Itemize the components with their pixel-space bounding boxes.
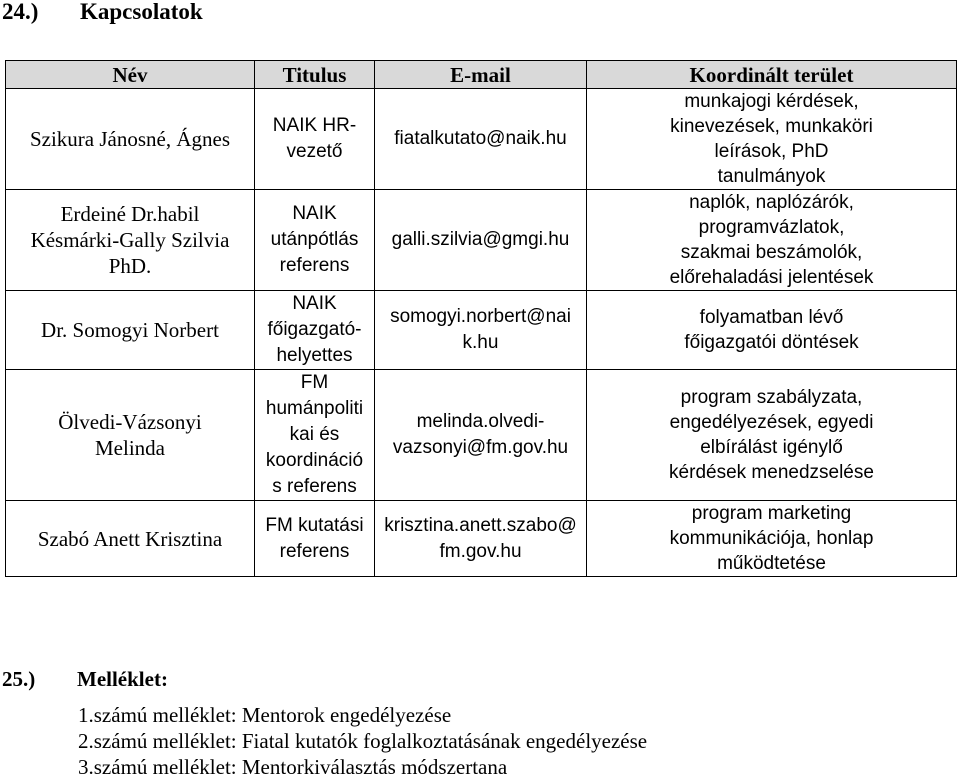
header-title: Titulus	[255, 61, 375, 89]
contact-title: NAIK HR- vezető	[255, 89, 375, 190]
contact-name: Erdeiné Dr.habil Késmárki-Gally Szilvia PhD.	[6, 190, 255, 291]
contact-name: Dr. Somogyi Norbert	[6, 291, 255, 370]
section-25-number: 25.)	[2, 667, 36, 691]
contact-email: krisztina.anett.szabo@ fm.gov.hu	[375, 501, 587, 577]
section-24-heading	[2, 0, 203, 25]
contact-area: naplók, naplózárók, programvázlatok, szakmai beszámolók, előrehaladási jelentések	[587, 190, 957, 291]
contact-title: NAIK főigazgató- helyettes	[255, 291, 375, 370]
attachment-item: 3.számú melléklet: Mentorkiválasztás módszertana	[78, 755, 508, 779]
contact-title: FM humánpoliti kai és koordináció s referens	[255, 370, 375, 501]
table-row	[6, 370, 957, 501]
attachment-list	[78, 702, 647, 780]
contact-area: folyamatban lévő főigazgatói döntések	[587, 291, 957, 370]
contact-name: Szabó Anett Krisztina	[6, 501, 255, 577]
contact-title: NAIK utánpótlás referens	[255, 190, 375, 291]
table-row	[6, 190, 957, 291]
contact-email: melinda.olvedi- vazsonyi@fm.gov.hu	[375, 370, 587, 501]
contact-title: FM kutatási referens	[255, 501, 375, 577]
contact-area: munkajogi kérdések, kinevezések, munkaköri leírások, PhD tanulmányok	[587, 89, 957, 190]
table-row	[6, 89, 957, 190]
contacts-table	[5, 60, 957, 577]
header-area: Koordinált terület	[587, 61, 957, 89]
contact-area: program szabályzata, engedélyezések, egyedi elbírálást igénylő kérdések menedzselése	[587, 370, 957, 501]
contact-name: Ölvedi-Vázsonyi Melinda	[6, 370, 255, 501]
section-25-title: Melléklet:	[77, 667, 168, 691]
section-25-heading	[2, 667, 168, 692]
header-name: Név	[6, 61, 255, 89]
contact-email: galli.szilvia@gmgi.hu	[375, 190, 587, 291]
header-email: E-mail	[375, 61, 587, 89]
attachment-item: 1.számú melléklet: Mentorok engedélyezése	[78, 703, 452, 727]
section-24-number: 24.)	[2, 0, 39, 24]
attachment-item: 2.számú melléklet: Fiatal kutatók foglalkoztatásának engedélyezése	[78, 729, 648, 753]
contact-name: Szikura Jánosné, Ágnes	[6, 89, 255, 190]
contact-area: program marketing kommunikációja, honlap működtetése	[587, 501, 957, 577]
contact-email: somogyi.norbert@nai k.hu	[375, 291, 587, 370]
section-24-title: Kapcsolatok	[80, 0, 203, 24]
table-row	[6, 501, 957, 577]
table-row	[6, 291, 957, 370]
table-header-row	[6, 61, 957, 89]
contact-email: fiatalkutato@naik.hu	[375, 89, 587, 190]
